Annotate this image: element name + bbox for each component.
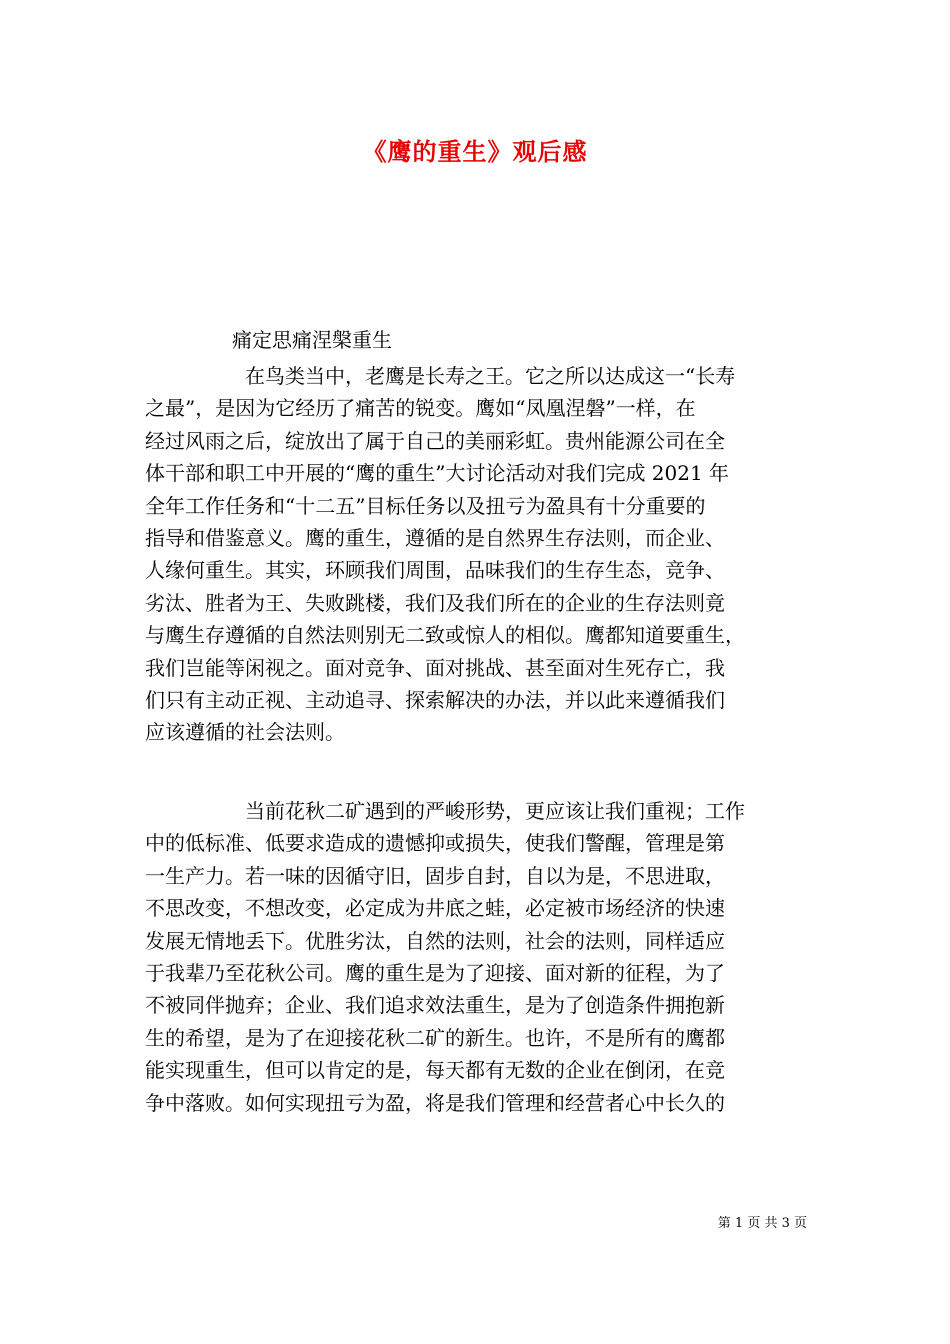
text-line: 应该遵循的社会法则。 xyxy=(145,720,345,745)
text-line: 指导和借鉴意义。鹰的重生，遵循的是自然界生存法则，而企业、 xyxy=(145,525,725,550)
text-line: 当前花秋二矿遇到的严峻形势，更应该让我们重视；工作 xyxy=(245,799,745,823)
text-line: 经过风雨之后，绽放出了属于自己的美丽彩虹。贵州能源公司在全 xyxy=(145,428,725,453)
text-line: 们只有主动正视、主动追寻、探索解决的办法，并以此来遵循我们 xyxy=(145,687,725,712)
text-line: 争中落败。如何实现扭亏为盈，将是我们管理和经营者心中长久的 xyxy=(145,1090,725,1115)
text-line: 不思改变，不想改变，必定成为井底之蛙，必定被市场经济的快速 xyxy=(145,896,725,921)
page-indicator: 第 1 页 共 3 页 xyxy=(717,1216,807,1231)
text-line: 于我辈乃至花秋公司。鹰的重生是为了迎接、面对新的征程，为了 xyxy=(145,960,725,985)
text-line: 一生产力。若一味的因循守旧，固步自封，自以为是，不思进取， xyxy=(145,863,725,888)
text-line: 生的希望，是为了在迎接花秋二矿的新生。也许，不是所有的鹰都 xyxy=(145,1025,725,1050)
text-line: 之最”，是因为它经历了痛苦的锐变。鹰如“凤凰涅磐”一样，在 xyxy=(145,396,696,421)
subtitle: 痛定思痛涅槃重生 xyxy=(232,328,392,352)
text-line: 劣汰、胜者为王、失败跳楼，我们及我们所在的企业的生存法则竟 xyxy=(145,590,725,615)
text-line: 体干部和职工中开展的“鹰的重生”大讨论活动对我们完成 2021 年 xyxy=(145,461,730,486)
text-line: 发展无情地丢下。优胜劣汰，自然的法则，社会的法则，同样适应 xyxy=(145,928,725,953)
text-line: 中的低标准、低要求造成的遗憾抑或损失，使我们警醒，管理是第 xyxy=(145,831,725,856)
paragraph-1 xyxy=(145,360,815,749)
text-line: 在鸟类当中，老鹰是长寿之王。它之所以达成这一“长寿 xyxy=(245,364,736,388)
paragraph-2 xyxy=(145,795,815,1119)
page-title: 《鹰的重生》观后感 xyxy=(362,137,588,166)
text-line: 不被同伴抛弃；企业、我们追求效法重生，是为了创造条件拥抱新 xyxy=(145,993,725,1018)
text-line: 人缘何重生。其实，环顾我们周围，品味我们的生存生态，竞争、 xyxy=(145,558,725,583)
text-line: 我们岂能等闲视之。面对竞争、面对挑战、甚至面对生死存亡，我 xyxy=(145,655,725,680)
text-line: 与鹰生存遵循的自然法则别无二致或惊人的相似。鹰都知道要重生， xyxy=(145,623,745,648)
text-line: 能实现重生，但可以肯定的是，每天都有无数的企业在倒闭，在竞 xyxy=(145,1058,725,1083)
text-line: 全年工作任务和“十二五”目标任务以及扭亏为盈具有十分重要的 xyxy=(145,493,706,518)
